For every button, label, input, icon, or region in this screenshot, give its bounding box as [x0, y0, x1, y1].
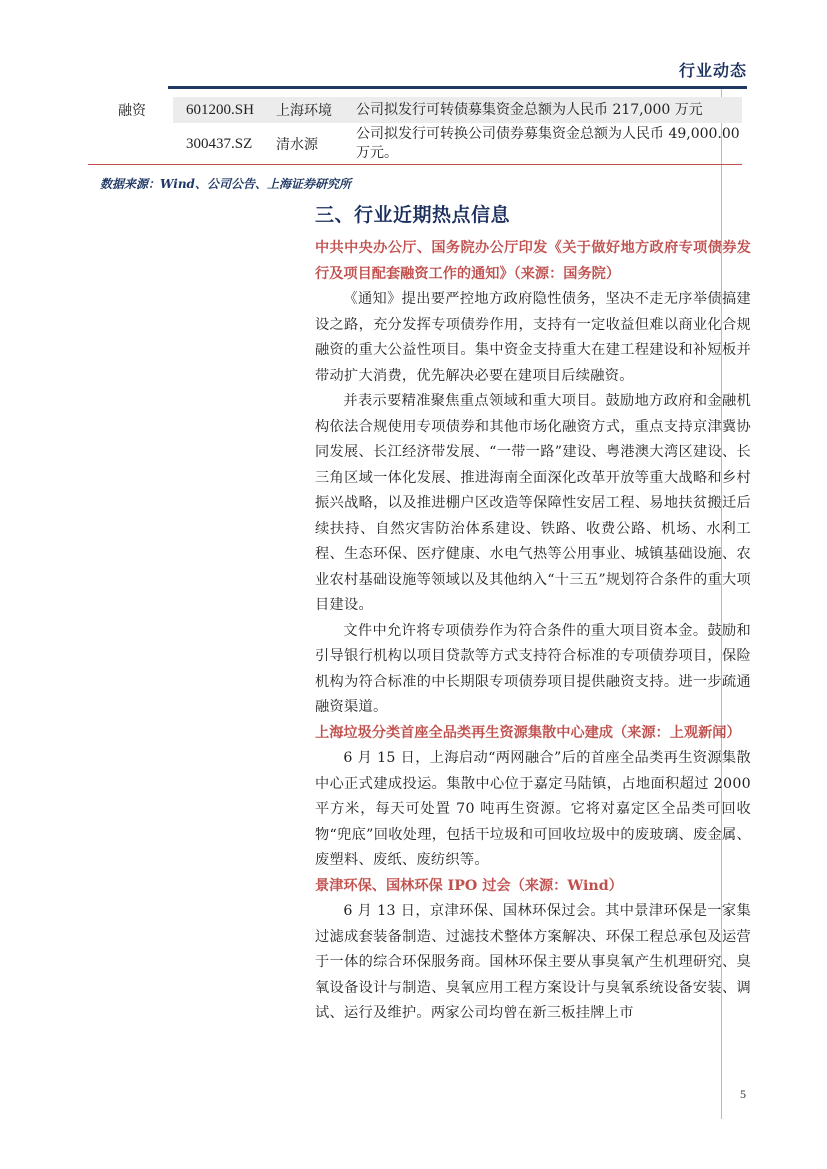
data-source-note: 数据来源：Wind、公司公告、上海证券研究所	[100, 177, 351, 191]
news-content	[315, 236, 751, 1027]
news-paragraph: 并表示要精准聚焦重点领域和重大项目。鼓励地方政府和金融机构依法合规使用专项债券和其他市场化融资方式，重点支持京津冀协同发展、长江经济带发展、“一带一路”建设、粤港澳大湾区建设、长三角区域一体化发展、推进海南全面深化改革开放等重大战略和乡村振兴战略，以及推进棚户区改造等保障性安居工程、易地扶贫搬迁后续扶持、自然灾害防治体系建设、铁路、收费公路、机场、水利工程、生态环保、医疗健康、水电气热等公用事业、城镇基础设施、农业农村基础设施等领域以及其他纳入“十三五”规划符合条件的重大项目建设。	[315, 393, 751, 613]
news-headline: 上海垃圾分类首座全品类再生资源集散中心建成（来源：上观新闻）	[315, 724, 741, 741]
table-bottom-rule	[88, 164, 742, 165]
description-cell: 公司拟发行可转换公司债券募集资金总额为人民币 49,000.00 万元。	[356, 126, 740, 161]
category-cell: 融资	[118, 103, 146, 119]
news-paragraph: 文件中允许将专项债券作为符合条件的重大项目资本金。鼓励和引导银行机构以项目贷款等方式支持符合标准的专项债券项目，保险机构为符合标准的中长期限专项债券项目提供融资支持。进一步疏通融资渠道。	[315, 622, 751, 715]
news-paragraph: 6 月 15 日，上海启动“两网融合”后的首座全品类再生资源集散中心正式建成投运。集散中心位于嘉定马陆镇，占地面积超过 2000 平方米，每天可处置 70 吨再生资源。它将对嘉定区全品类可回收物“兜底”回收处理，包括干垃圾和可回收垃圾中的废玻璃、废金属、废塑料、废纸、废纺织等。	[315, 750, 751, 868]
table-row	[88, 97, 742, 123]
news-paragraph: 6 月 13 日，京津环保、国林环保过会。其中景津环保是一家集过滤成套装备制造、过滤技术整体方案解决、环保工程总承包及运营于一体的综合环保服务商。国林环保主要从事臭氧产生机理研究、臭氧设备设计与制造、臭氧应用工程方案设计与臭氧系统设备安装、调试、运行及维护。两家公司均曾在新三板挂牌上市	[315, 903, 751, 1021]
stock-code-cell: 601200.SH	[186, 101, 254, 118]
table-row	[88, 125, 742, 163]
header-title: 行业动态	[678, 61, 747, 80]
description-cell: 公司拟发行可转债募集资金总额为人民币 217,000 万元	[356, 101, 703, 118]
company-name-cell: 上海环境	[276, 103, 332, 119]
header-rule	[168, 86, 747, 89]
stock-code-cell: 300437.SZ	[186, 135, 253, 152]
category-cell	[118, 125, 158, 163]
section-title: 三、行业近期热点信息	[315, 204, 511, 226]
news-headline: 景津环保、国林环保 IPO 过会（来源：Wind）	[315, 877, 623, 894]
company-name-cell: 清水源	[276, 137, 318, 153]
page-number: 5	[740, 1087, 746, 1101]
news-headline: 中共中央办公厅、国务院办公厅印发《关于做好地方政府专项债券发行及项目配套融资工作的通知》（来源：国务院）	[315, 240, 751, 282]
news-paragraph: 《通知》提出要严控地方政府隐性债务，坚决不走无序举债搞建设之路，充分发挥专项债券作用，支持有一定收益但难以商业化合规融资的重大公益性项目。集中资金支持重大在建工程建设和补短板并带动扩大消费，优先解决必要在建项目后续融资。	[315, 291, 751, 384]
